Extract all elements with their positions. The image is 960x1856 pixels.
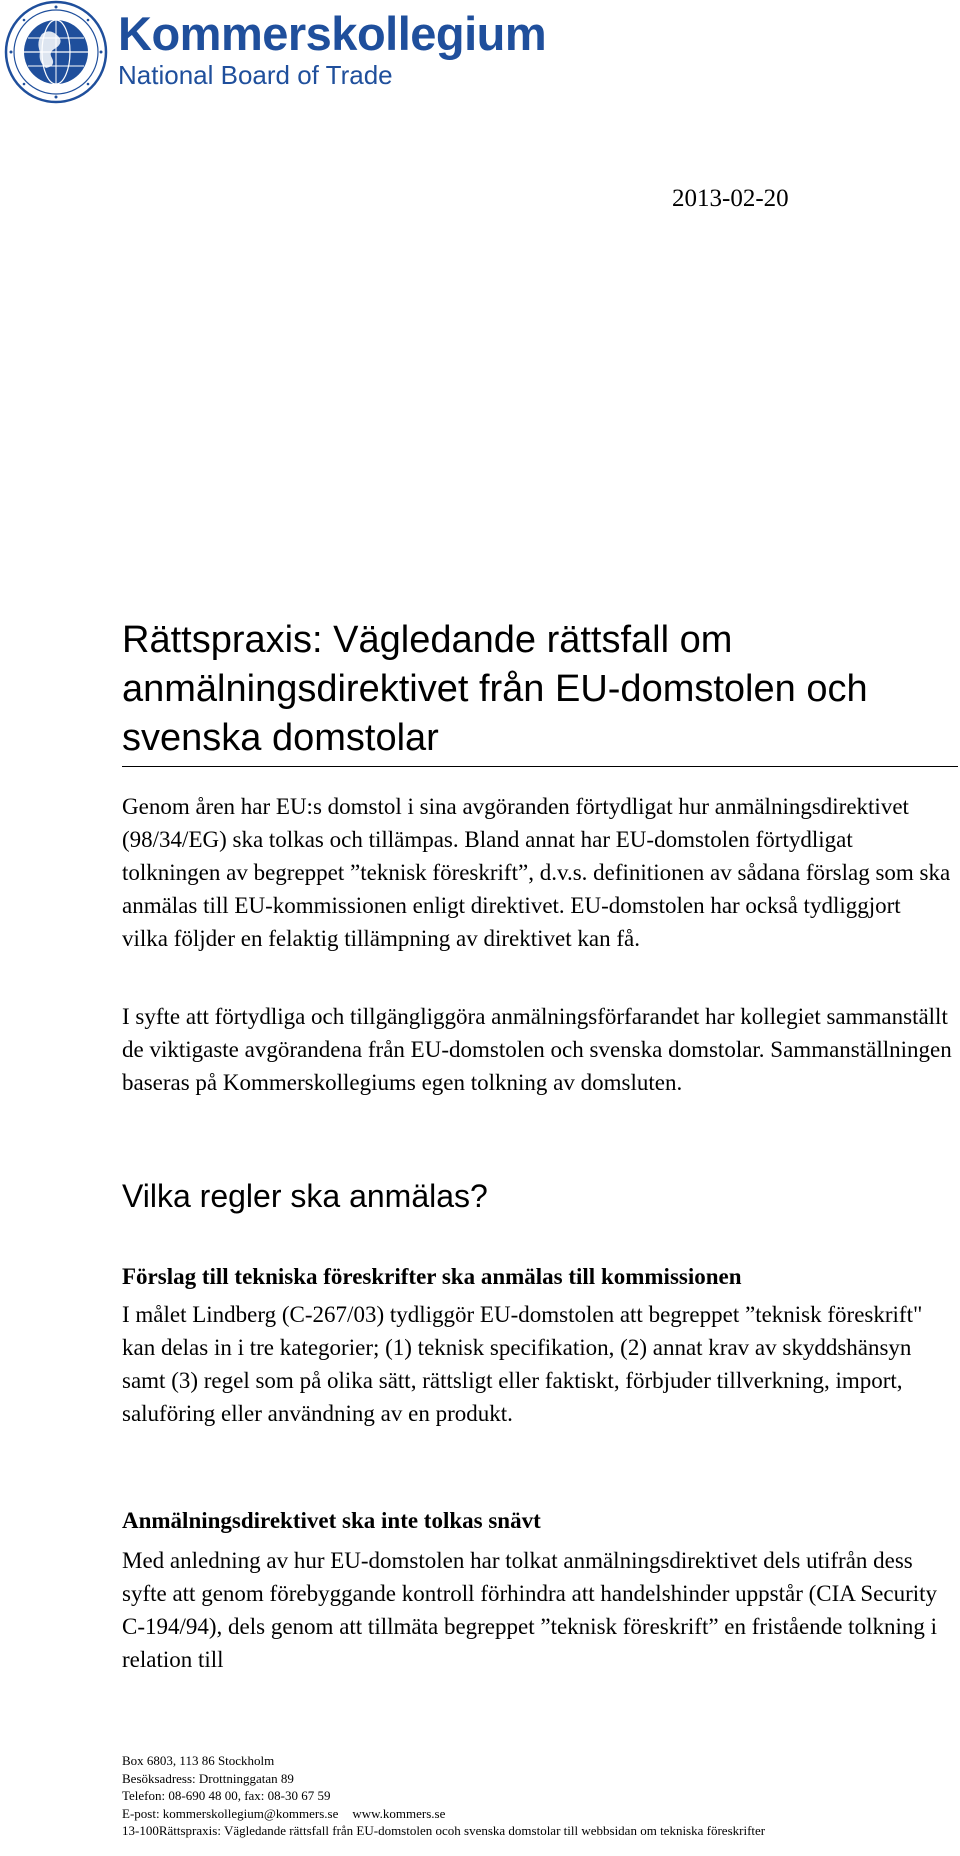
footer-email[interactable]: E-post: kommerskollegium@kommers.se bbox=[122, 1805, 339, 1821]
section-heading: Vilka regler ska anmälas? bbox=[122, 1178, 488, 1214]
document-date: 2013-02-20 bbox=[672, 185, 789, 212]
footer-phone: Telefon: 08-690 48 00, fax: 08-30 67 59 bbox=[122, 1788, 331, 1803]
subsection-heading-1: Förslag till tekniska föreskrifter ska anmälas till kommissionen bbox=[122, 1264, 742, 1289]
document-title: Rättspraxis: Vägledande rättsfall om anmälningsdirektivet från EU-domstolen och svenska domstolar bbox=[122, 619, 868, 759]
logo-name: Kommerskollegium bbox=[118, 7, 547, 60]
globe-seal-icon bbox=[4, 0, 108, 104]
footer-contact-line bbox=[122, 1805, 958, 1823]
footer-website[interactable]: www.kommers.se bbox=[352, 1805, 446, 1821]
subsection-body-1: I målet Lindberg (C-267/03) tydliggör EU-domstolen att begreppet ”teknisk föreskrift" kan delas in i tre kategorier; (1) teknisk specifikation, (2) annat krav av skyddshänsyn samt (3) regel som på olika sätt, rättsligt eller faktiskt, förbjuder tillverkning, import, saluföring eller användning av en produkt. bbox=[122, 1302, 923, 1426]
logo-subtitle: National Board of Trade bbox=[118, 60, 393, 90]
subsection-body-2: Med anledning av hur EU-domstolen har tolkat anmälningsdirektivet dels utifrån dess syfte att genom förebyggande kontroll förhindra att handelshinder uppstår (CIA Security C-194/94), dels genom att tillmäta begreppet ”teknisk föreskrift” en fristående tolkning i relation till bbox=[122, 1548, 938, 1672]
subsection-heading-2: Anmälningsdirektivet ska inte tolkas snävt bbox=[122, 1508, 541, 1533]
footer-document-reference: 13-100Rättspraxis: Vägledande rättsfall från EU-domstolen ocoh svenska domstolar till webbsidan om tekniska föreskrifter bbox=[122, 1823, 766, 1838]
logo bbox=[0, 0, 547, 110]
title-divider bbox=[122, 766, 958, 767]
footer-address: Box 6803, 113 86 Stockholm bbox=[122, 1753, 275, 1768]
footer-visiting-address: Besöksadress: Drottninggatan 89 bbox=[122, 1770, 294, 1786]
footer bbox=[122, 1752, 958, 1840]
intro-paragraph-1: Genom åren har EU:s domstol i sina avgöranden förtydligat hur anmälningsdirektivet (98/34/EG) ska tolkas och tillämpas. Bland annat har EU-domstolen förtydligat tolkningen av begreppet ”teknisk föreskrift”, d.v.s. definitionen av sådana förslag som ska anmälas till EU-kommissionen enligt direktivet. EU-domstolen har också tydliggjort vilka följder en felaktig tillämpning av direktivet kan få. bbox=[122, 794, 951, 951]
intro-paragraph-2: I syfte att förtydliga och tillgängliggöra anmälningsförfarandet har kollegiet sammanställt de viktigaste avgörandena från EU-domstolen och svenska domstolar. Sammanställningen baseras på Kommerskollegiums egen tolkning av domsluten. bbox=[122, 1004, 952, 1095]
